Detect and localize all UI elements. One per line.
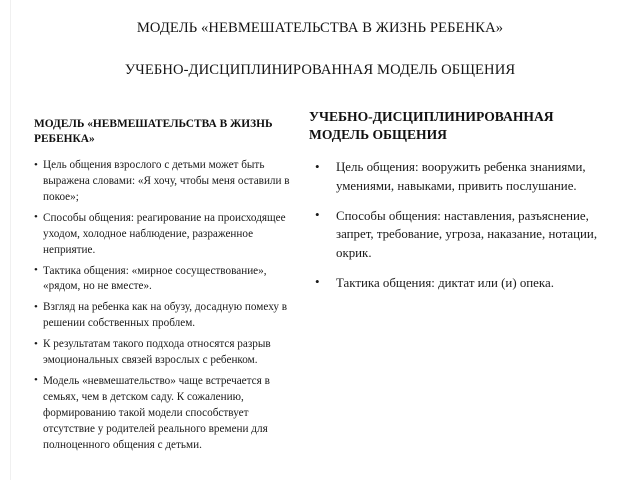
left-column [0, 108, 300, 459]
list-item: • К результатам такого подхода относятся разрыв эмоциональных связей взрослых с ребенком. [34, 337, 292, 369]
right-column-bullet-list [309, 158, 610, 292]
right-column [300, 108, 640, 304]
list-item: • Способы общения: наставления, разъяснение, запрет, требование, угроза, наказание, нотации, окрик. [309, 207, 610, 263]
list-item: • Тактика общения: «мирное сосуществование», «рядом, но не вместе». [34, 264, 292, 296]
right-column-heading: УЧЕБНО-ДИСЦИПЛИНИРОВАННАЯ МОДЕЛЬ ОБЩЕНИЯ [309, 109, 554, 142]
list-item: • Цель общения: вооружить ребенка знаниями, умениями, навыками, привить послушание. [309, 158, 610, 195]
slide-title-block [0, 0, 640, 79]
list-item: • Модель «невмешательство» чаще встречается в семьях, чем в детском саду. К сожалению, формированию такой модели способствует отсутствие у родителей реального времени для полноценного общения с детьми. [34, 374, 292, 454]
list-item: • Цель общения взрослого с детьми может быть выражена словами: «Я хочу, чтобы меня оставили в покое»; [34, 158, 292, 206]
left-column-heading: МОДЕЛЬ «НЕВМЕШАТЕЛЬСТВА В ЖИЗНЬ РЕБЕНКА» [34, 118, 273, 146]
list-item: • Взгляд на ребенка как на обузу, досадную помеху в решении собственных проблем. [34, 300, 292, 332]
slide-title-line-1: МОДЕЛЬ «НЕВМЕШАТЕЛЬСТВА В ЖИЗНЬ РЕБЕНКА» [136, 20, 504, 36]
left-column-bullet-list [34, 158, 292, 453]
list-item: • Способы общения: реагирование на происходящее уходом, холодное наблюдение, разраженное неприятие. [34, 211, 292, 259]
list-item: • Тактика общения: диктат или (и) опека. [309, 274, 610, 293]
slide-body-columns [0, 108, 640, 459]
slide-title-line-2: УЧЕБНО-ДИСЦИПЛИНИРОВАННАЯ МОДЕЛЬ ОБЩЕНИЯ [124, 61, 516, 78]
